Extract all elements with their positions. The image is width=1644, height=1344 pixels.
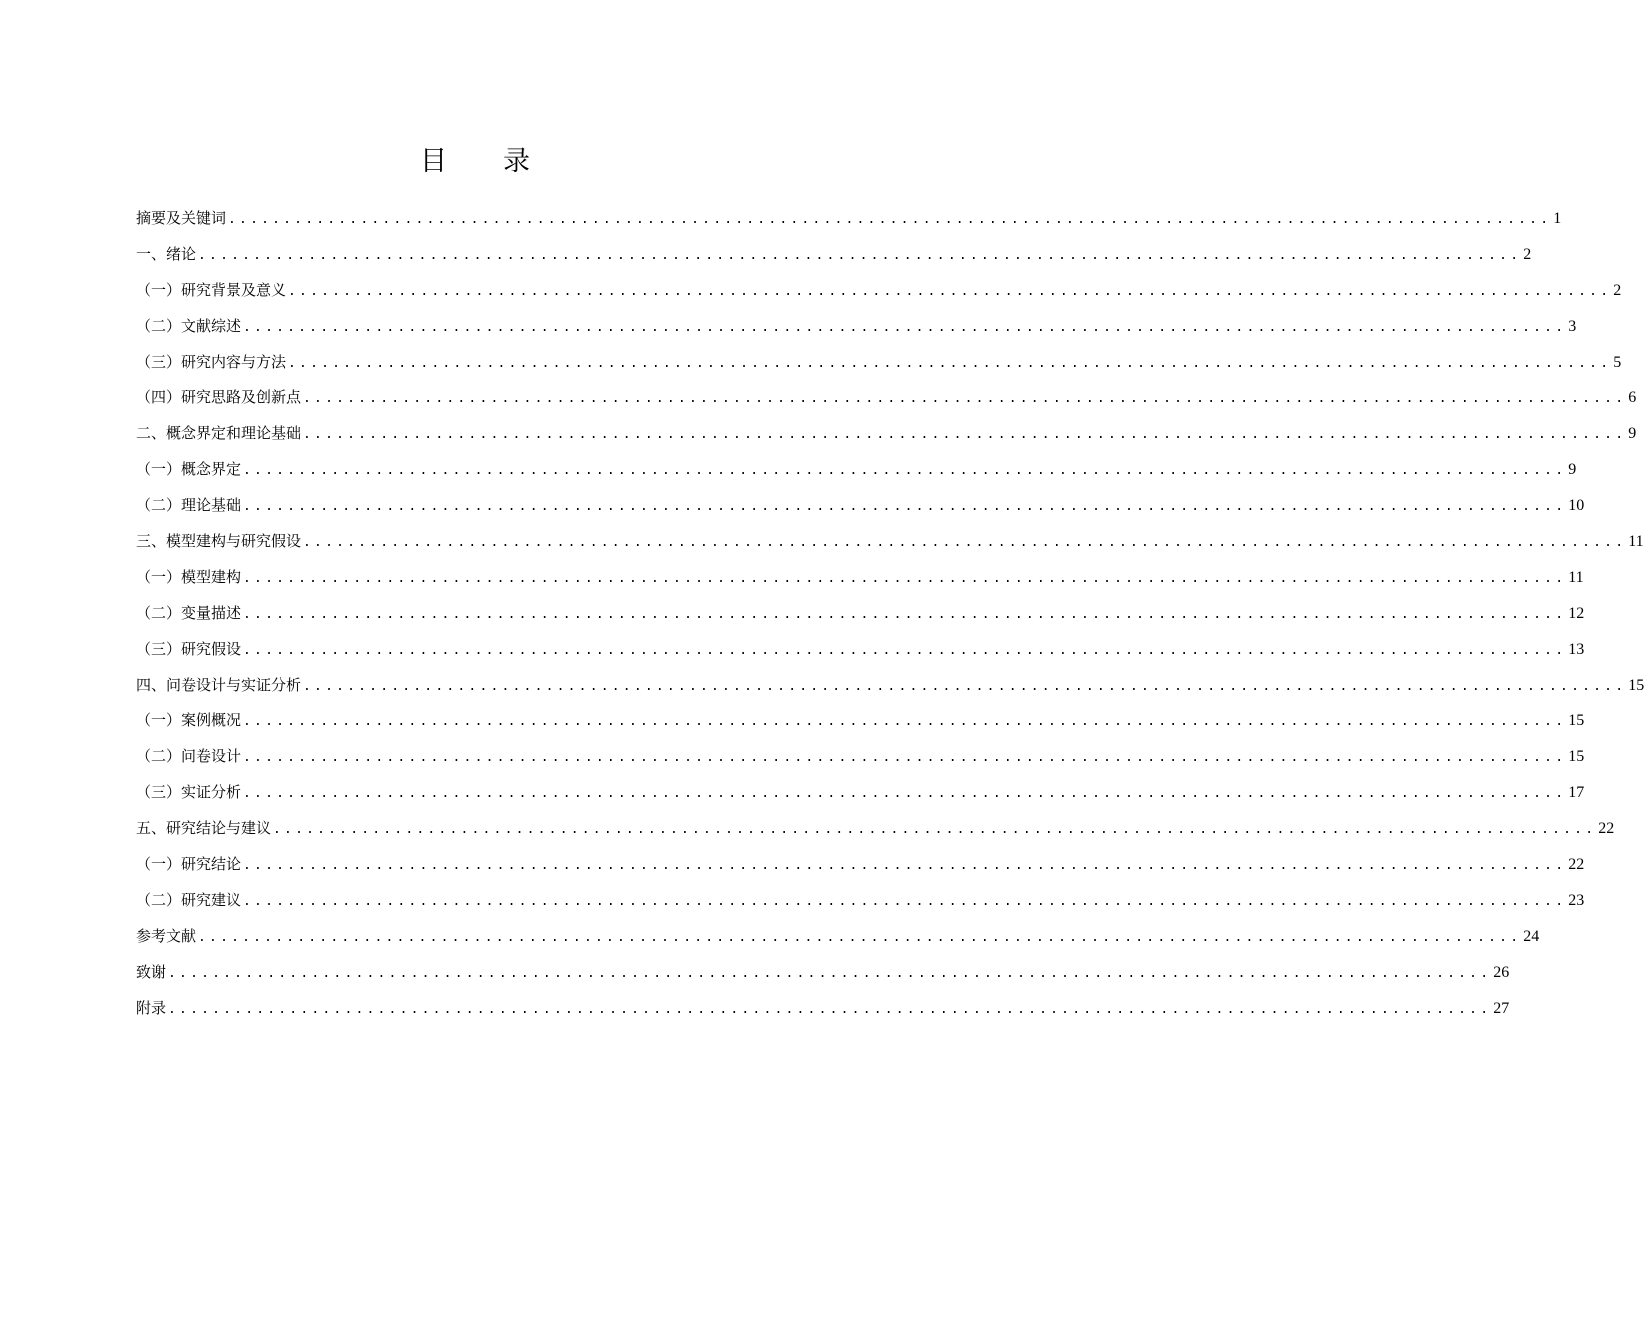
toc-entry-label: 二、概念界定和理论基础 [136,424,302,443]
toc-entry[interactable] [136,818,1615,854]
toc-entry-page-number: 23 [1568,891,1585,909]
toc-entry[interactable] [136,387,1637,423]
toc-entry-page-number: 12 [1568,604,1585,622]
toc-list [136,208,1644,1033]
toc-entry-page-number: 2 [1523,245,1532,263]
toc-entry-page-number: 11 [1568,568,1584,586]
toc-dot-leader: ........................................................................................................................ [228,212,1552,227]
toc-entry[interactable] [136,710,1585,746]
toc-entry[interactable] [136,531,1644,567]
toc-dot-leader: ........................................................................................................................ [198,247,1522,263]
toc-dot-leader: ........................................................................................................................ [243,858,1567,874]
toc-entry[interactable] [136,316,1577,352]
toc-entry-page-number: 22 [1598,820,1615,838]
toc-entry-page-number: 24 [1523,927,1540,945]
toc-entry[interactable] [136,926,1540,962]
toc-entry[interactable] [136,854,1585,890]
toc-entry-label: （二）问卷设计 [136,747,242,766]
toc-entry[interactable] [136,603,1585,639]
toc-dot-leader: ........................................................................................................................ [243,570,1567,586]
toc-entry-page-number: 5 [1613,353,1622,371]
toc-entry-page-number: 27 [1493,999,1510,1017]
toc-title-char-2: 录 [503,146,530,177]
toc-dot-leader: ........................................................................................................................ [198,929,1522,945]
toc-entry-label: 附录 [136,998,167,1017]
toc-dot-leader: ........................................................................................................................ [243,786,1567,802]
toc-entry[interactable] [136,244,1532,280]
toc-dot-leader: ........................................................................................................................ [168,965,1492,981]
toc-entry-page-number: 15 [1628,676,1644,694]
toc-entry-label: 摘要及关键词 [136,209,227,227]
toc-entry[interactable] [136,280,1622,316]
toc-entry-label: （一）模型建构 [136,567,242,586]
toc-entry-page-number: 9 [1568,461,1577,479]
toc-entry-label: （二）研究建议 [136,890,242,909]
toc-dot-leader: ........................................................................................................................ [243,642,1567,658]
toc-entry[interactable] [136,423,1637,459]
toc-entry-page-number: 10 [1568,497,1585,515]
toc-entry-page-number: 11 [1628,533,1644,551]
toc-entry[interactable] [136,639,1585,675]
toc-dot-leader: ........................................................................................................................ [243,606,1567,622]
toc-entry[interactable] [136,890,1585,926]
toc-entry[interactable] [136,675,1644,711]
toc-dot-leader: ........................................................................................................................ [303,678,1627,694]
toc-dot-leader: ........................................................................................................................ [243,714,1567,730]
toc-entry-page-number: 26 [1493,963,1510,981]
toc-dot-leader: ........................................................................................................................ [288,355,1612,371]
toc-dot-leader: ........................................................................................................................ [273,822,1597,838]
toc-entry-label: （一）研究背景及意义 [136,280,287,299]
toc-entry-label: 致谢 [136,962,167,981]
toc-entry-label: 三、模型建构与研究假设 [136,532,302,551]
toc-entry-label: （二）变量描述 [136,603,242,622]
toc-entry-page-number: 17 [1568,784,1585,802]
toc-entry[interactable] [136,998,1510,1034]
toc-entry-label: （一）概念界定 [136,460,242,479]
toc-entry-label: （二）文献综述 [136,316,242,335]
toc-dot-leader: ........................................................................................................................ [303,391,1627,407]
toc-entry-page-number: 9 [1628,425,1637,443]
toc-entry-label: 参考文献 [136,926,197,945]
toc-dot-leader: ........................................................................................................................ [303,427,1627,443]
toc-entry-page-number: 6 [1628,389,1637,407]
toc-dot-leader: ........................................................................................................................ [243,463,1567,479]
toc-entry-page-number: 15 [1568,748,1585,766]
toc-entry-page-number: 3 [1568,317,1577,335]
toc-entry-label: 一、绪论 [136,244,197,263]
toc-entry-page-number: 13 [1568,640,1585,658]
toc-entry-label: （二）理论基础 [136,496,242,515]
toc-entry-page-number: 15 [1568,712,1585,730]
toc-entry-label: 五、研究结论与建议 [136,819,272,838]
toc-dot-leader: ........................................................................................................................ [243,319,1567,335]
toc-entry-page-number: 2 [1613,281,1622,299]
toc-entry-label: （三）研究假设 [136,639,242,658]
toc-entry[interactable] [136,459,1577,495]
toc-entry[interactable] [136,567,1584,603]
toc-entry[interactable] [136,962,1510,998]
toc-entry-label: （一）研究结论 [136,855,242,874]
toc-entry-label: 四、问卷设计与实证分析 [136,675,302,694]
toc-title-char-1: 目 [420,146,447,177]
toc-entry[interactable] [136,208,1562,244]
toc-dot-leader: ........................................................................................................................ [243,893,1567,909]
toc-entry[interactable] [136,352,1622,388]
toc-dot-leader: ........................................................................................................................ [243,499,1567,515]
toc-entry-label: （三）实证分析 [136,783,242,802]
toc-title [0,142,950,182]
toc-entry-label: （三）研究内容与方法 [136,352,287,371]
toc-entry-label: （四）研究思路及创新点 [136,388,302,407]
toc-dot-leader: ........................................................................................................................ [303,535,1627,551]
toc-dot-leader: ........................................................................................................................ [288,283,1612,299]
toc-entry-page-number: 22 [1568,856,1585,874]
toc-entry-page-number: 1 [1553,210,1562,227]
toc-dot-leader: ........................................................................................................................ [168,1001,1492,1017]
toc-dot-leader: ........................................................................................................................ [243,750,1567,766]
toc-entry[interactable] [136,782,1585,818]
toc-entry-label: （一）案例概况 [136,711,242,730]
toc-entry[interactable] [136,746,1585,782]
toc-entry[interactable] [136,495,1585,531]
